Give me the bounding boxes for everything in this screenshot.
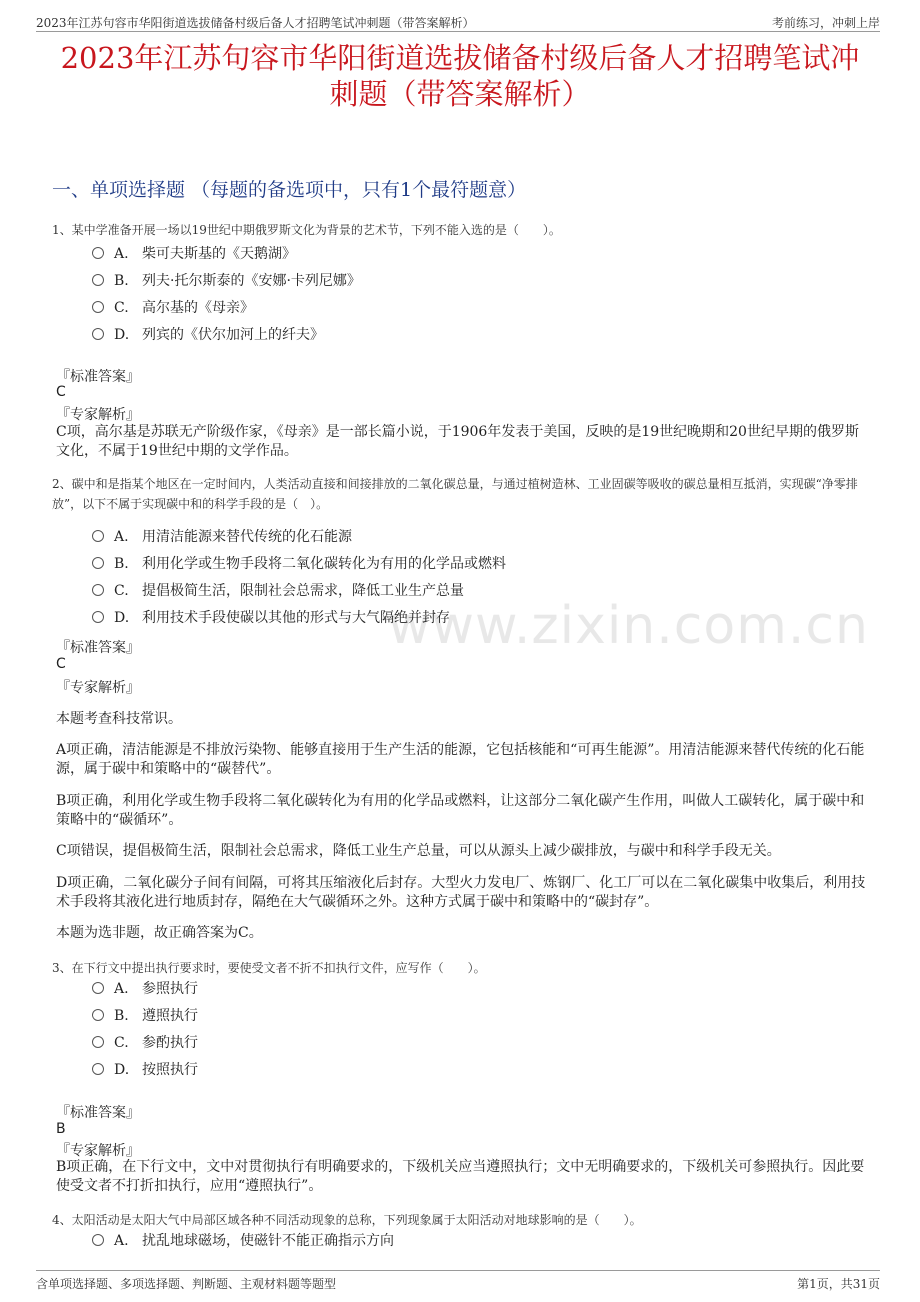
radio-button-icon[interactable] [92,557,104,569]
radio-button-icon[interactable] [92,982,104,994]
radio-button-icon[interactable] [92,530,104,542]
radio-button-icon[interactable] [92,301,104,313]
radio-button-icon[interactable] [92,274,104,286]
page-footer [36,1270,880,1293]
radio-button-icon[interactable] [92,1009,104,1021]
q3-option-d[interactable]: D. 按照执行 [92,1059,198,1081]
q3-answer-label: 『标准答案』 [56,1105,140,1121]
watermark: www.zixin.com.cn [388,596,869,656]
q2-analysis-conclusion: 本题为选非题，故正确答案为C。 [56,925,263,941]
header-slogan: 考前练习，冲刺上岸 [771,16,880,30]
q2-analysis-b: B项正确，利用化学或生物手段将二氧化碳转化为有用的化学品或燃料，让这部分二氧化碳产生作用，叫做人工碳转化，属于碳中和策略中的“碳循环”。 [56,793,865,828]
title-line-2: 刺题（带答案解析） [329,77,591,111]
page-header [36,9,880,32]
section-heading: 一、单项选择题 （每题的备选项中，只有1个最符题意） [52,179,527,201]
q4-option-a[interactable]: A. 扰乱地球磁场，使磁针不能正确指示方向 [92,1230,394,1252]
q3-option-b[interactable]: B. 遵照执行 [92,1005,198,1027]
q2-answer-label: 『标准答案』 [56,640,140,656]
footer-page-number: 第1页，共31页 [797,1277,880,1291]
header-doc-title: 2023年江苏句容市华阳街道选拔储备村级后备人才招聘笔试冲刺题（带答案解析） [36,16,475,30]
q2-analysis-label: 『专家解析』 [56,680,140,696]
radio-button-icon[interactable] [92,584,104,596]
q3-option-a[interactable]: A. 参照执行 [92,978,198,1000]
q1-answer: C [56,384,66,400]
q3-answer: B [56,1121,66,1137]
q1-option-b[interactable]: B. 列夫·托尔斯泰的《安娜·卡列尼娜》 [92,270,361,292]
q1-option-a[interactable]: A. 柴可夫斯基的《天鹅湖》 [92,243,296,265]
q1-analysis: C项，高尔基是苏联无产阶级作家，《母亲》是一部长篇小说，于1906年发表于美国，反映的是19世纪晚期和20世纪早期的俄罗斯文化，不属于19世纪中期的文学作品。 [56,424,859,459]
q3-option-c[interactable]: C. 参酌执行 [92,1032,198,1054]
q2-option-c[interactable]: C. 提倡极简生活，限制社会总需求，降低工业生产总量 [92,580,464,602]
radio-button-icon[interactable] [92,328,104,340]
question-4-text: 4、太阳活动是太阳大气中局部区域各种不同活动现象的总称，下列现象属于太阳活动对地球影响的是（ ）。 [52,1213,642,1227]
q2-analysis-a: A项正确，清洁能源是不排放污染物、能够直接用于生产生活的能源，它包括核能和“可再生能源”。用清洁能源来替代传统的化石能源，属于碳中和策略中的“碳替代”。 [56,742,865,777]
q1-analysis-label: 『专家解析』 [56,407,140,423]
radio-button-icon[interactable] [92,611,104,623]
q1-option-d[interactable]: D. 列宾的《伏尔加河上的纤夫》 [92,324,324,346]
radio-button-icon[interactable] [92,247,104,259]
q2-analysis-d: D项正确，二氧化碳分子间有间隔，可将其压缩液化后封存。大型火力发电厂、炼钢厂、化工厂可以在二氧化碳集中收集后，利用技术手段将其液化进行地质封存，隔绝在大气碳循环之外。这种方式属于碳中和策略中的“碳封存”。 [56,875,866,910]
footer-question-types: 含单项选择题、多项选择题、判断题、主观材料题等题型 [36,1277,337,1291]
radio-button-icon[interactable] [92,1036,104,1048]
q2-analysis-intro: 本题考查科技常识。 [56,711,182,727]
q2-option-d[interactable]: D. 利用技术手段使碳以其他的形式与大气隔绝并封存 [92,607,450,629]
question-3-text: 3、在下行文中提出执行要求时，要使受文者不折不扣执行文件，应写作（ ）。 [52,961,486,975]
q2-analysis-c: C项错误，提倡极简生活，限制社会总需求，降低工业生产总量，可以从源头上减少碳排放，与碳中和科学手段无关。 [56,843,781,859]
q1-option-c[interactable]: C. 高尔基的《母亲》 [92,297,254,319]
q2-option-a[interactable]: A. 用清洁能源来替代传统的化石能源 [92,526,352,548]
radio-button-icon[interactable] [92,1234,104,1246]
q2-answer: C [56,656,66,672]
question-1-text: 1、某中学准备开展一场以19世纪中期俄罗斯文化为背景的艺术节，下列不能入选的是（ ）。 [52,223,561,237]
document-title [0,40,920,112]
q3-analysis-label: 『专家解析』 [56,1143,140,1159]
q3-analysis: B项正确，在下行文中，文中对贯彻执行有明确要求的，下级机关应当遵照执行；文中无明确要求的，下级机关可参照执行。因此要使受文者不打折扣执行，应用“遵照执行”。 [56,1159,865,1194]
question-2-text: 2、碳中和是指某个地区在一定时间内，人类活动直接和间接排放的二氧化碳总量，与通过植树造林、工业固碳等吸收的碳总量相互抵消，实现碳“净零排放”，以下不属于实现碳中和的科学手段的是（ ）。 [52,477,858,511]
q2-option-b[interactable]: B. 利用化学或生物手段将二氧化碳转化为有用的化学品或燃料 [92,553,506,575]
title-line-1: 2023年江苏句容市华阳街道选拔储备村级后备人才招聘笔试冲 [60,41,860,75]
radio-button-icon[interactable] [92,1063,104,1075]
q1-answer-label: 『标准答案』 [56,369,140,385]
